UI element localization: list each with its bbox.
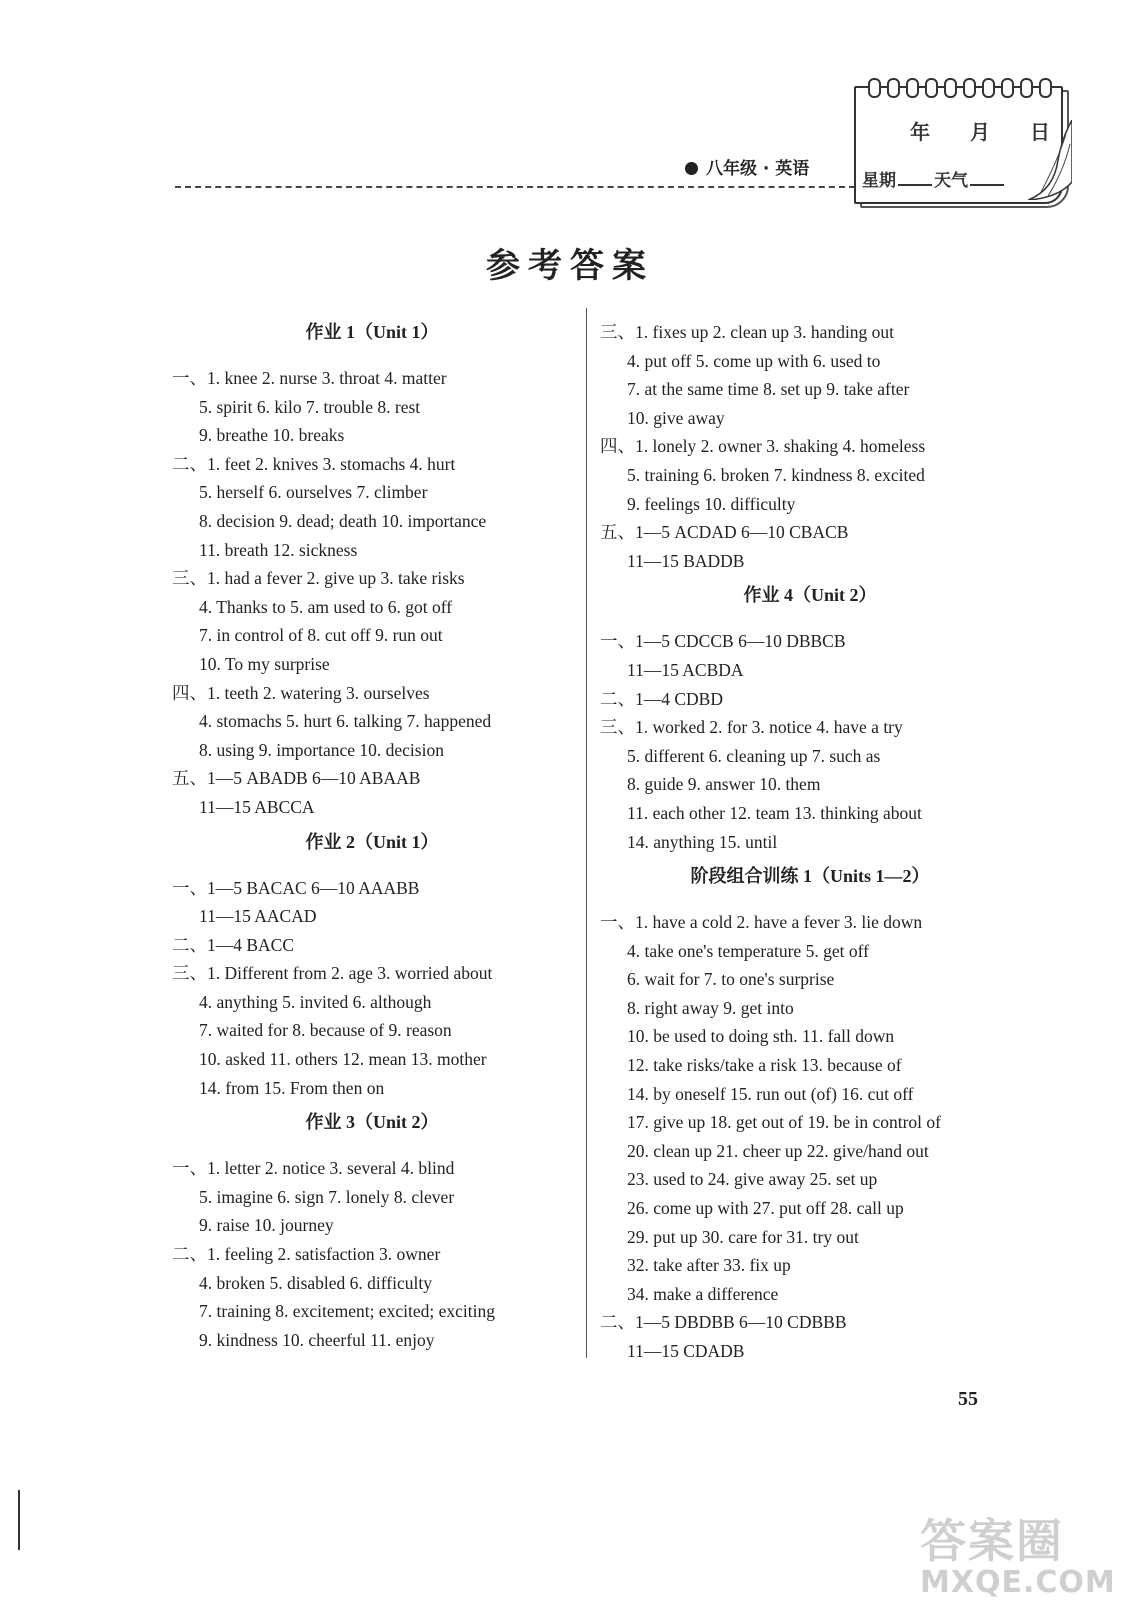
answer-line: 11. breath 12. sickness xyxy=(199,539,358,560)
calendar-ring-icon xyxy=(944,78,957,98)
answer-line: 一、1. have a cold 2. have a fever 3. lie down xyxy=(600,912,923,933)
grade-subject-text: 八年级 · 英语 xyxy=(706,159,810,179)
answer-line: 4. put off 5. come up with 6. used to xyxy=(627,350,881,371)
answer-line: 4. take one's temperature 5. get off xyxy=(627,940,869,961)
calendar-ring-icon xyxy=(887,78,900,98)
answer-line: 14. anything 15. until xyxy=(627,831,778,852)
watermark-text: 答案圈 xyxy=(920,1514,1064,1568)
calendar-weather-blank xyxy=(970,184,1004,186)
calendar-year: 年 xyxy=(910,120,930,144)
answer-line: 三、1. fixes up 2. clean up 3. handing out xyxy=(600,322,895,342)
answer-line: 一、1. knee 2. nurse 3. throat 4. matter xyxy=(172,368,447,388)
answer-line: 4. broken 5. disabled 6. difficulty xyxy=(199,1272,432,1293)
margin-mark xyxy=(18,1490,20,1550)
answer-line: 一、1—5 CDCCB 6—10 DBBCB xyxy=(600,631,846,652)
answer-line: 34. make a difference xyxy=(627,1283,779,1304)
answer-line: 7. training 8. excitement; excited; exciting xyxy=(199,1301,495,1322)
answer-line: 32. take after 33. fix up xyxy=(627,1255,791,1276)
answer-line: 11—15 CDADB xyxy=(627,1341,745,1361)
watermark-logo xyxy=(920,1505,1116,1600)
bullet-icon xyxy=(685,162,698,175)
answer-line: 9. feelings 10. difficulty xyxy=(627,493,796,514)
answer-line: 9. raise 10. journey xyxy=(199,1215,334,1236)
calendar-ring-icon xyxy=(1001,78,1014,98)
section-title: 作业 2（Unit 1） xyxy=(305,831,439,852)
calendar-week-blank xyxy=(898,184,932,186)
calendar-ring-icon xyxy=(1039,78,1052,98)
calendar-page-curl-icon xyxy=(1028,120,1072,200)
answer-line: 五、1—5 ACDAD 6—10 CBACB xyxy=(600,522,849,543)
answer-line: 4. stomachs 5. hurt 6. talking 7. happened xyxy=(199,711,492,732)
answer-line: 5. training 6. broken 7. kindness 8. excited xyxy=(627,464,925,485)
calendar-ring-icon xyxy=(868,78,881,98)
answer-line: 11—15 ACBDA xyxy=(627,659,744,680)
answer-line: 8. decision 9. dead; death 10. importance xyxy=(199,510,487,531)
answer-line: 23. used to 24. give away 25. set up xyxy=(627,1169,878,1190)
answers-left-column xyxy=(172,318,572,1354)
page-title: 参考答案 xyxy=(486,246,654,286)
answer-line: 8. guide 9. answer 10. them xyxy=(627,774,821,795)
answer-line: 11—15 BADDB xyxy=(627,550,745,571)
answer-line: 8. using 9. importance 10. decision xyxy=(199,739,444,760)
answer-line: 9. kindness 10. cheerful 11. enjoy xyxy=(199,1329,435,1350)
answer-line: 五、1—5 ABADB 6—10 ABAAB xyxy=(172,768,421,789)
answer-line: 17. give up 18. get out of 19. be in control of xyxy=(627,1112,941,1133)
answer-line: 20. clean up 21. cheer up 22. give/hand out xyxy=(627,1140,929,1161)
answer-line: 7. waited for 8. because of 9. reason xyxy=(199,1020,452,1041)
answer-line: 四、1. teeth 2. watering 3. ourselves xyxy=(172,682,430,703)
answer-line: 10. To my surprise xyxy=(199,653,330,674)
answer-line: 11—15 ABCCA xyxy=(199,796,315,817)
calendar-day: 日 xyxy=(1030,120,1050,144)
answer-line: 二、1. feeling 2. satisfaction 3. owner xyxy=(172,1244,441,1265)
answer-line: 10. give away xyxy=(627,407,725,428)
calendar-ring-icon xyxy=(963,78,976,98)
calendar-month: 月 xyxy=(970,120,990,144)
answer-line: 29. put up 30. care for 31. try out xyxy=(627,1226,859,1247)
answer-line: 5. herself 6. ourselves 7. climber xyxy=(199,482,428,503)
answer-line: 二、1—4 CDBD xyxy=(600,688,723,709)
answers-right-column xyxy=(600,318,1020,1366)
section-title: 作业 3（Unit 2） xyxy=(305,1112,439,1133)
calendar-ring-icon xyxy=(982,78,995,98)
calendar-week-weather-row xyxy=(862,166,1006,191)
answer-line: 6. wait for 7. to one's surprise xyxy=(627,969,835,990)
calendar-ring-icon xyxy=(925,78,938,98)
answer-line: 7. at the same time 8. set up 9. take after xyxy=(627,379,910,400)
answer-line: 二、1. feet 2. knives 3. stomachs 4. hurt xyxy=(172,453,456,474)
column-divider xyxy=(586,308,587,1358)
answer-line: 9. breathe 10. breaks xyxy=(199,425,345,446)
answer-line: 11—15 AACAD xyxy=(199,906,317,927)
answer-line: 10. be used to doing sth. 11. fall down xyxy=(627,1026,895,1047)
answer-line: 三、1. had a fever 2. give up 3. take risks xyxy=(172,568,465,589)
calendar-ring-icon xyxy=(1020,78,1033,98)
header-dashed-rule xyxy=(175,186,855,188)
answer-line: 7. in control of 8. cut off 9. run out xyxy=(199,625,443,646)
answer-line: 26. come up with 27. put off 28. call up xyxy=(627,1198,904,1219)
calendar-ring-icon xyxy=(906,78,919,98)
answer-line: 一、1. letter 2. notice 3. several 4. blind xyxy=(172,1158,455,1179)
section-title: 作业 4（Unit 2） xyxy=(743,585,877,606)
page-number: 55 xyxy=(958,1388,978,1410)
calendar-week-label: 星期 xyxy=(862,171,896,191)
watermark-url: MXQE.COM xyxy=(920,1565,1116,1600)
answer-line: 三、1. Different from 2. age 3. worried about xyxy=(172,963,493,984)
answer-line: 一、1—5 BACAC 6—10 AAABB xyxy=(172,877,420,898)
answer-line: 5. imagine 6. sign 7. lonely 8. clever xyxy=(199,1186,455,1207)
answer-line: 二、1—5 DBDBB 6—10 CDBBB xyxy=(600,1312,847,1333)
answer-line: 10. asked 11. others 12. mean 13. mother xyxy=(199,1049,487,1070)
answer-line: 4. anything 5. invited 6. although xyxy=(199,991,432,1012)
answer-line: 14. by oneself 15. run out (of) 16. cut off xyxy=(627,1083,914,1104)
grade-subject-label xyxy=(685,154,809,179)
answer-line: 二、1—4 BACC xyxy=(172,934,295,955)
answer-line: 8. right away 9. get into xyxy=(627,997,794,1018)
answer-line: 14. from 15. From then on xyxy=(199,1077,385,1098)
answer-line: 5. different 6. cleaning up 7. such as xyxy=(627,745,881,766)
answer-line: 5. spirit 6. kilo 7. trouble 8. rest xyxy=(199,396,421,417)
answer-line: 三、1. worked 2. for 3. notice 4. have a try xyxy=(600,717,903,738)
section-title: 作业 1（Unit 1） xyxy=(305,322,439,342)
answer-line: 11. each other 12. team 13. thinking about xyxy=(627,802,922,823)
answer-line: 四、1. lonely 2. owner 3. shaking 4. homeless xyxy=(600,436,926,457)
section-title: 阶段组合训练 1（Units 1—2） xyxy=(690,866,930,887)
answer-line: 12. take risks/take a risk 13. because of xyxy=(627,1055,902,1076)
answer-line: 4. Thanks to 5. am used to 6. got off xyxy=(199,596,453,617)
calendar-weather-label: 天气 xyxy=(934,171,968,191)
desk-calendar-graphic xyxy=(854,78,1072,204)
